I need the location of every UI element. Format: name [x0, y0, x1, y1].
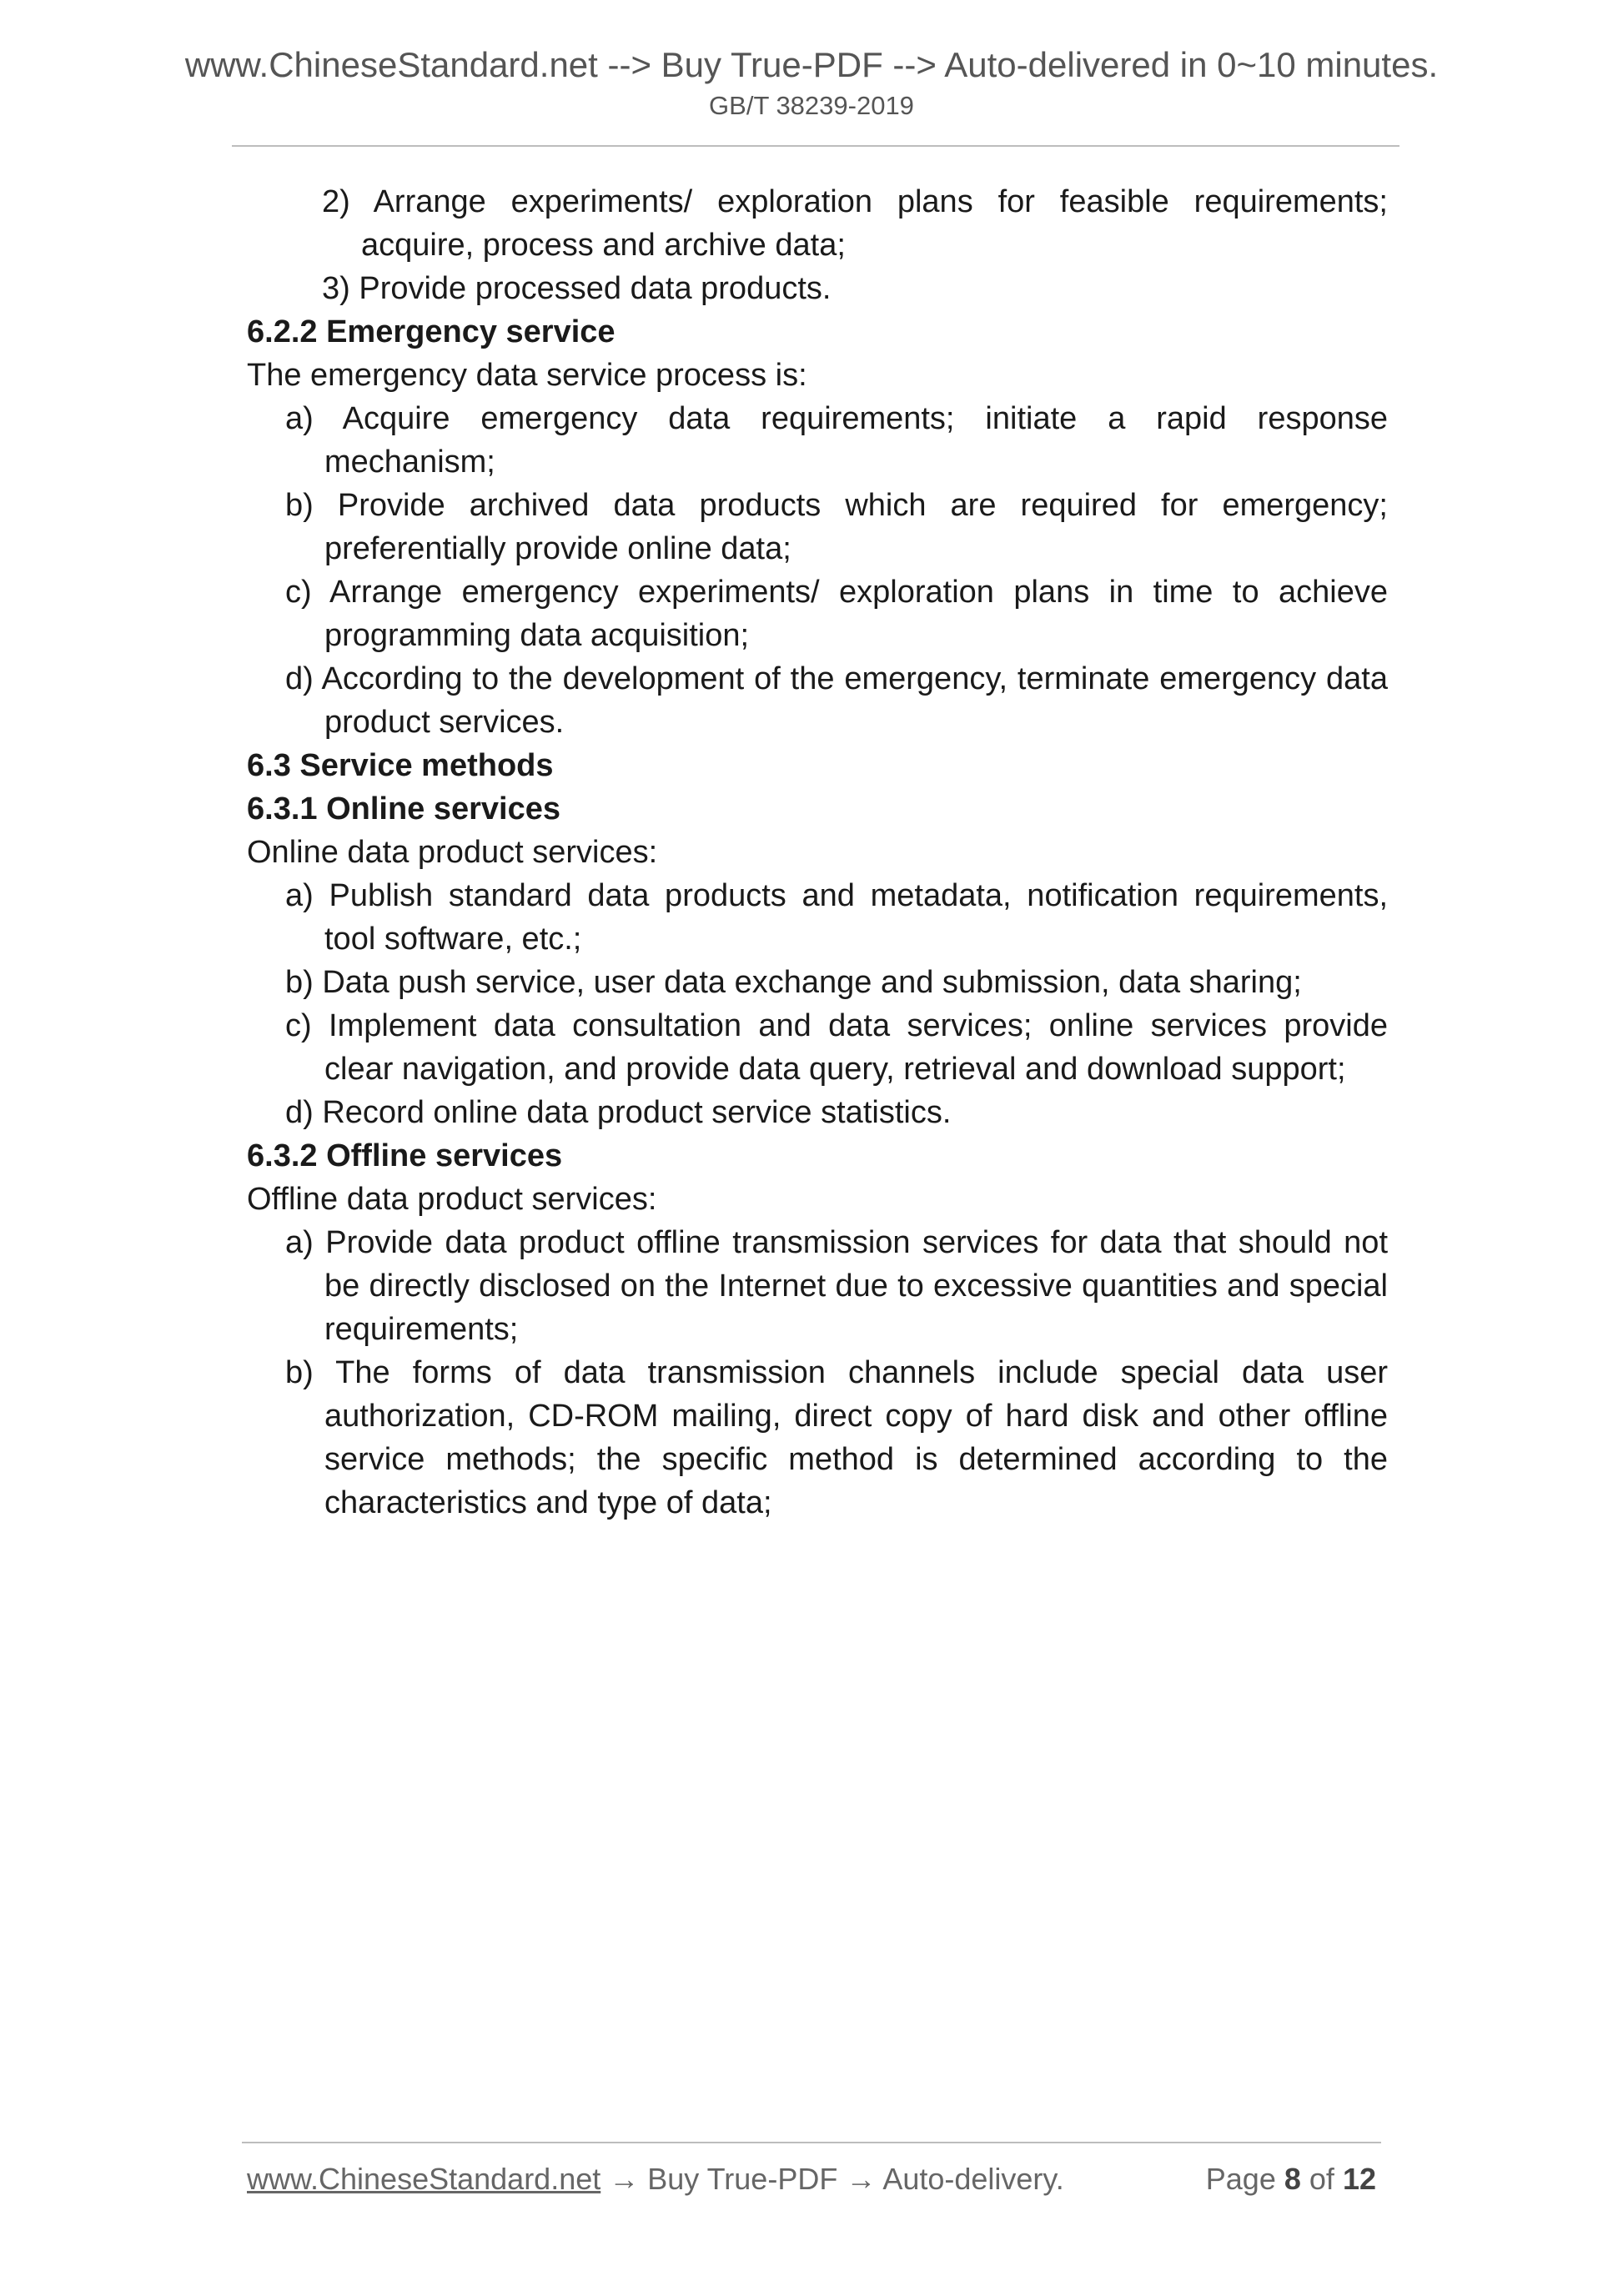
- section-heading-6-2-2: 6.2.2 Emergency service: [247, 314, 616, 349]
- footer-site-link[interactable]: www.ChineseStandard.net: [247, 2162, 601, 2196]
- list-item: d) Record online data product service statistics.: [285, 1095, 952, 1130]
- list-item: d) According to the development of the emergency, terminate emergency data product services.: [285, 661, 1388, 740]
- section-heading-6-3-1: 6.3.1 Online services: [247, 791, 561, 826]
- list-item: b) Provide archived data products which are required for emergency; preferentially provide online data;: [285, 488, 1388, 566]
- page-header: [0, 43, 1623, 122]
- list-item: b) The forms of data transmission channels include special data user authorization, CD-ROM mailing, direct copy of hard disk and other offline service methods; the specific method is determined according to the characteristics and type of data;: [285, 1355, 1388, 1520]
- total-pages-number: 12: [1342, 2162, 1376, 2196]
- section-heading-6-3: 6.3 Service methods: [247, 748, 554, 783]
- page-indicator: [1206, 2160, 1376, 2198]
- list-item: a) Provide data product offline transmission services for data that should not be directly disclosed on the Internet due to excessive quantities and special requirements;: [285, 1225, 1388, 1347]
- header-banner: www.ChineseStandard.net --> Buy True-PDF --> Auto-delivered in 0~10 minutes.: [184, 45, 1439, 84]
- list-item: c) Arrange emergency experiments/ exploration plans in time to achieve programming data acquisition;: [285, 575, 1388, 653]
- list-item: 3) Provide processed data products.: [322, 271, 832, 306]
- list-item: 2) Arrange experiments/ exploration plans for feasible requirements; acquire, process and archive data;: [322, 184, 1388, 263]
- of-label: of: [1309, 2162, 1334, 2196]
- list-item: b) Data push service, user data exchange and submission, data sharing;: [285, 965, 1302, 1000]
- footer-promo-text: → Buy True-PDF → Auto-delivery.: [600, 2162, 1064, 2196]
- section-intro: Offline data product services:: [247, 1182, 657, 1217]
- document-body: [247, 180, 1388, 1525]
- section-heading-6-3-2: 6.3.2 Offline services: [247, 1138, 563, 1173]
- list-item: a) Acquire emergency data requirements; initiate a rapid response mechanism;: [285, 401, 1388, 480]
- page-label: Page: [1205, 2162, 1276, 2196]
- footer-divider: [242, 2142, 1381, 2143]
- list-item: a) Publish standard data products and metadata, notification requirements, tool software, etc.;: [285, 878, 1388, 957]
- current-page-number: 8: [1284, 2162, 1301, 2196]
- section-intro: Online data product services:: [247, 835, 658, 870]
- footer-promo: [247, 2160, 1064, 2198]
- header-divider: [232, 145, 1399, 147]
- section-intro: The emergency data service process is:: [247, 358, 807, 393]
- standard-number: GB/T 38239-2019: [709, 91, 914, 120]
- list-item: c) Implement data consultation and data services; online services provide clear navigation, and provide data query, retrieval and download support;: [285, 1008, 1388, 1087]
